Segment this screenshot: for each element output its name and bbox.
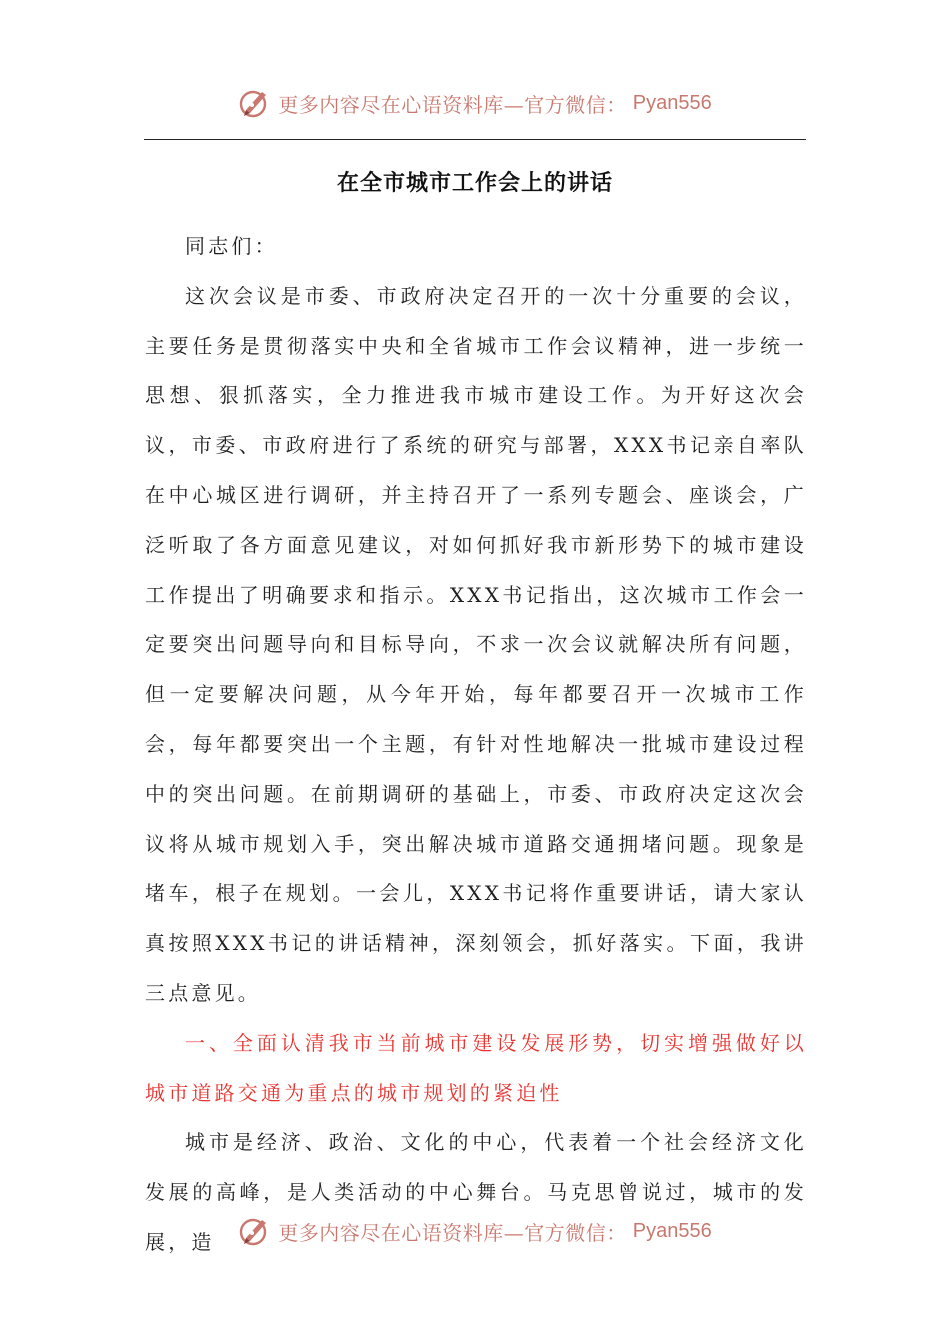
footer-watermark-brand	[238, 1214, 711, 1248]
pen-logo-icon	[238, 1214, 272, 1248]
document-body	[145, 222, 807, 1268]
watermark-wechat-id: Pyan556	[632, 91, 712, 114]
header-divider	[144, 139, 806, 140]
document-title: 在全市城市工作会上的讲话	[336, 171, 613, 196]
page-footer	[0, 1206, 950, 1256]
paragraph-intro: 这次会议是市委、市政府决定召开的一次十分重要的会议，主要任务是贯彻落实中央和全省城市工作会议精神，进一步统一思想、狠抓落实，全力推进我市城市建设工作。为开好这次会议，市委、市政府进行了系统的研究与部署，XXX书记亲自率队在中心城区进行调研，并主持召开了一系列专题会、座谈会，广泛听取了各方面意见建议，对如何抓好我市新形势下的城市建设工作提出了明确要求和指示。XXX书记指出，这次城市工作会一定要突出问题导向和目标导向，不求一次会议就解决所有问题，但一定要解决问题，从今年开始，每年都要召开一次城市工作会，每年都要突出一个主题，有针对性地解决一批城市建设过程中的突出问题。在前期调研的基础上，市委、市政府决定这次会议将从城市规划入手，突出解决城市道路交通拥堵问题。现象是堵车，根子在规划。一会儿，XXX书记将作重要讲话，请大家认真按照XXX书记的讲话精神，深刻领会，抓好落实。下面，我讲三点意见。	[145, 283, 807, 1005]
footer-watermark-text: 更多内容尽在心语资料库—官方微信：	[278, 1220, 627, 1245]
page-header	[0, 78, 950, 128]
pen-logo-icon	[238, 86, 272, 120]
paragraph-city: 城市是经济、政治、文化的中心，代表着一个社会经济文化发展的高峰，是人类活动的中心舞台。马克思曾说过，城市的发展，造	[145, 1130, 807, 1254]
footer-watermark-wechat-id: Pyan556	[632, 1219, 712, 1242]
section-heading-1: 一、全面认清我市当前城市建设发展形势，切实增强做好以城市道路交通为重点的城市规划的紧迫性	[145, 1030, 807, 1105]
watermark-brand	[238, 86, 711, 120]
salutation: 同志们：	[185, 234, 278, 258]
watermark-text: 更多内容尽在心语资料库—官方微信：	[278, 92, 627, 117]
